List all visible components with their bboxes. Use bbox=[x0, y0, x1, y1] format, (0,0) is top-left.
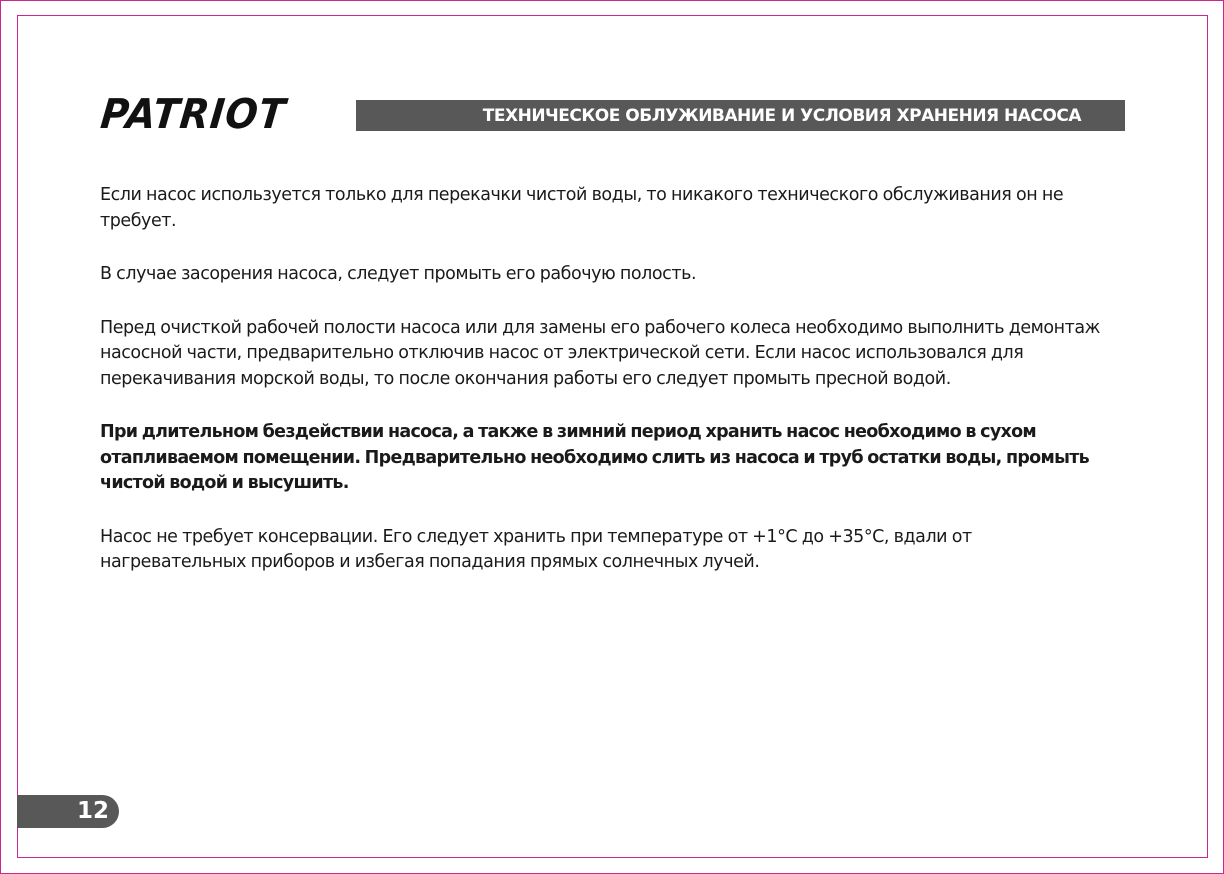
body-text bbox=[100, 183, 1110, 604]
paragraph-clean-water: Если насос используется только для перекачки чистой воды, то никакого технического обслуживания он не требует. bbox=[100, 185, 1064, 231]
patriot-logo: PATRIOT bbox=[98, 90, 289, 138]
paragraph-storage-warning: При длительном бездействии насоса, а также в зимний период хранить насос необходимо в сухом отапливаемом помещении. Предварительно необходимо слить из насоса и труб остатки воды, промыть чистой водой и высушить. bbox=[100, 422, 1090, 493]
paragraph-clogging: В случае засорения насоса, следует промыть его рабочую полость. bbox=[100, 264, 697, 284]
paragraph-storage-conditions: Насос не требует консервации. Его следует хранить при температуре от +1°С до +35°С, вдали от нагревательных приборов и избегая попадания прямых солнечных лучей. bbox=[100, 526, 972, 572]
page-number-badge bbox=[17, 795, 119, 828]
paragraph-disassembly: Перед очисткой рабочей полости насоса или для замены его рабочего колеса необходимо выполнить демонтаж насосной части, предварительно отключив насос от электрической сети. Если насос использовался для перекачивания морской воды, то после окончания работы его следует промыть пресной водой. bbox=[100, 317, 1101, 389]
section-title: ТЕХНИЧЕСКОЕ ОБЛУЖИВАНИЕ И УСЛОВИЯ ХРАНЕНИЯ НАСОСА bbox=[482, 105, 1081, 126]
page-number: 12 bbox=[76, 798, 109, 824]
section-header-bar bbox=[356, 100, 1125, 131]
